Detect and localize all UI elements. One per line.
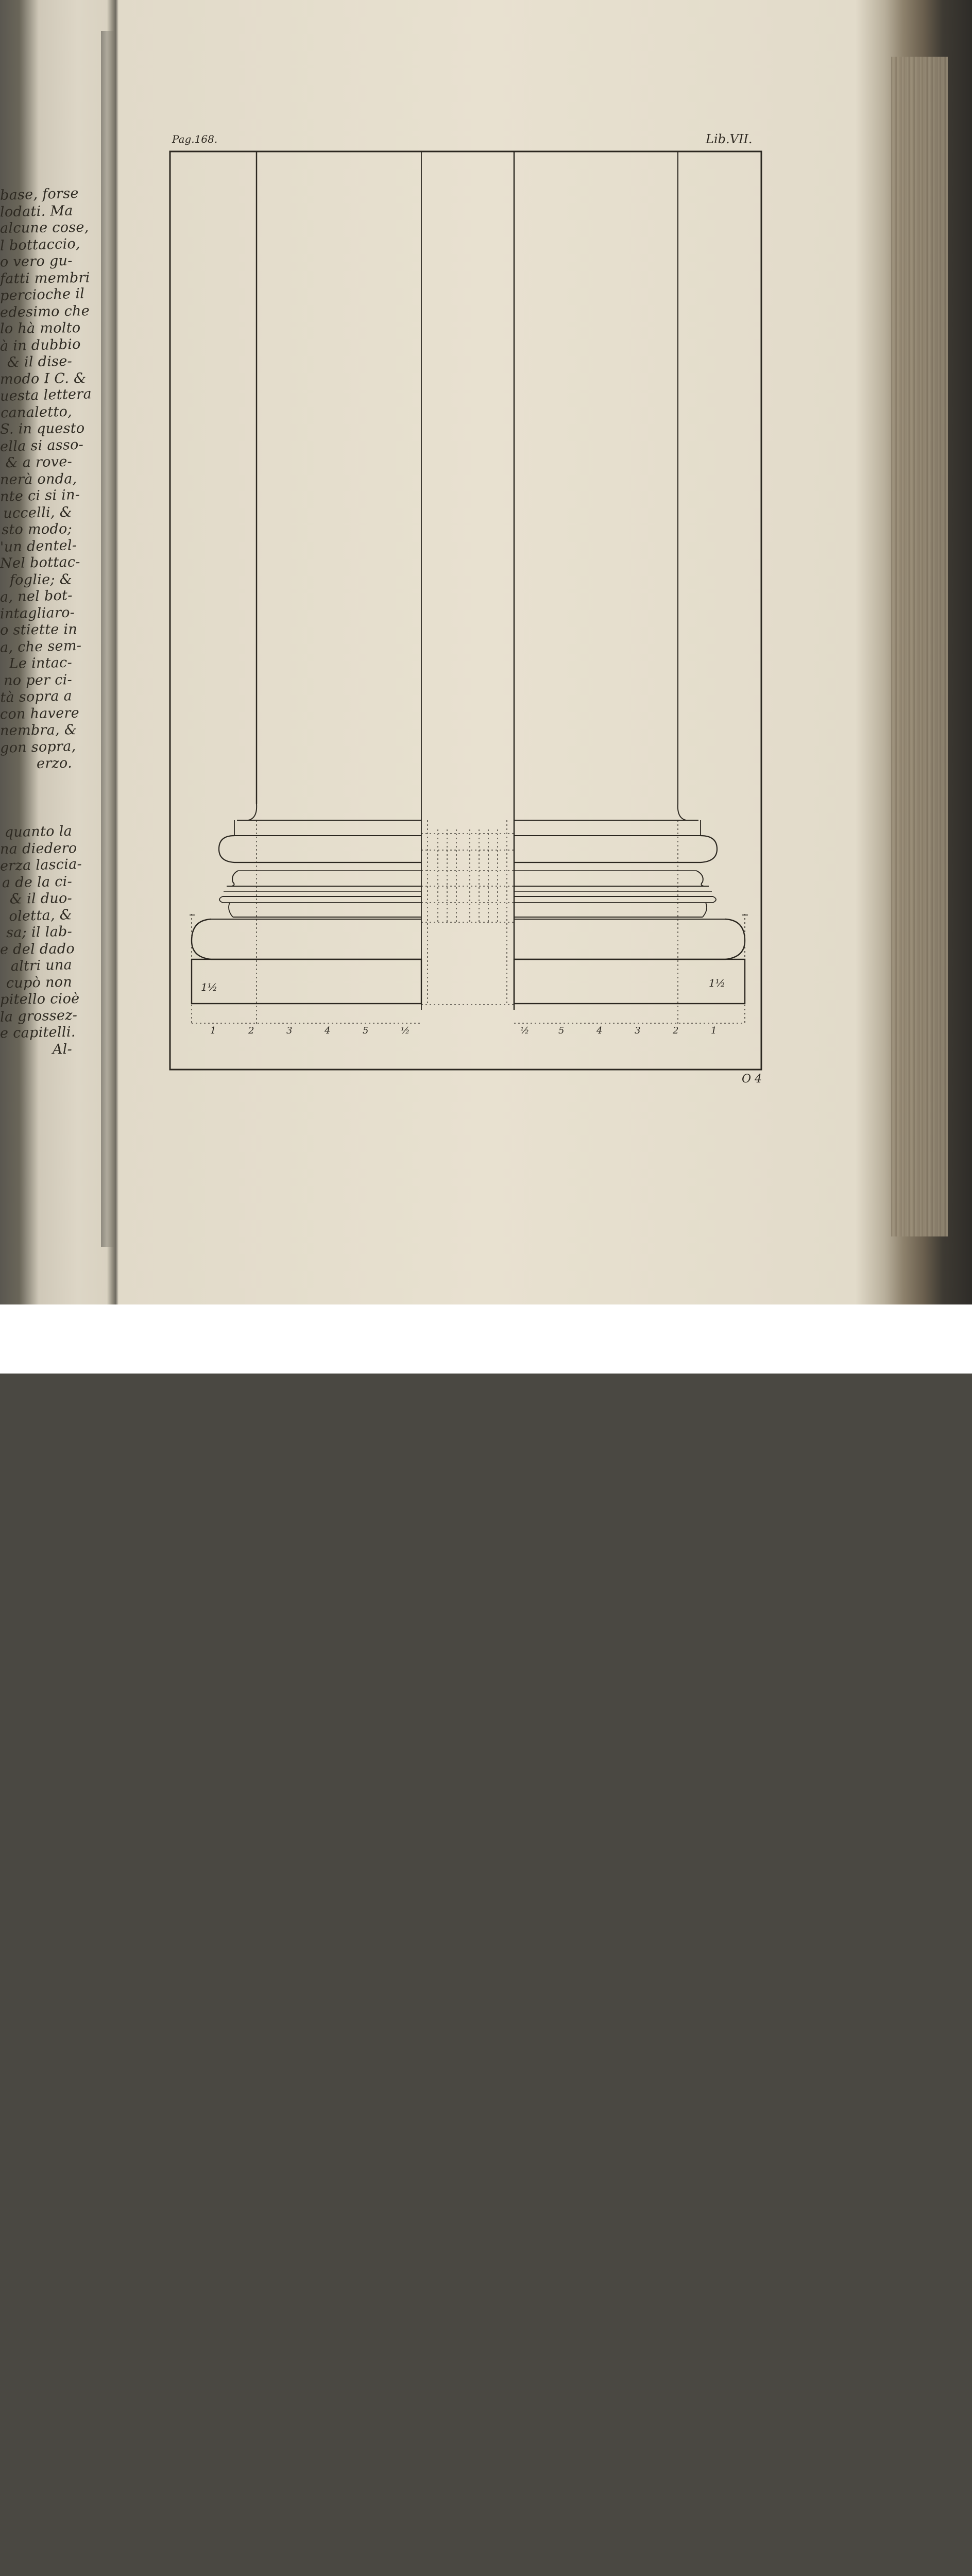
scale-right-tick-label: 2	[673, 1025, 679, 1036]
left-lower-torus	[192, 919, 421, 959]
scale-left-tick-label: 2	[248, 1025, 254, 1036]
scale-left-tick-label: ½	[401, 1025, 410, 1036]
scale-left-tick-label: 5	[363, 1025, 369, 1036]
left-page-line: con havere	[0, 704, 80, 722]
left-page-line: & a rove-	[5, 453, 73, 471]
right-apophyge	[678, 804, 686, 820]
left-page-line: a, che sem-	[0, 637, 82, 656]
left-upper-torus	[219, 836, 421, 862]
left-lower-scotia	[229, 903, 233, 917]
left-page-line: & il dise-	[7, 353, 73, 371]
left-page-line: altri una	[10, 957, 73, 975]
page-signature-mark: O 4	[742, 1073, 762, 1086]
left-scotia	[232, 871, 238, 886]
plate-frame	[170, 151, 761, 1070]
left-page-line: fatti membri	[0, 269, 90, 287]
left-page-line: alcune cose,	[0, 219, 89, 236]
page-header-left: Pag.168.	[172, 133, 218, 145]
left-page-line: & il duo-	[9, 890, 73, 907]
left-page-line: nte ci si in-	[0, 486, 80, 505]
left-page-line: canaletto,	[0, 403, 73, 421]
scale-left-tick-label: 1	[210, 1025, 216, 1036]
left-page-line: sto modo;	[2, 521, 73, 538]
scale-right-tick-label: 4	[596, 1025, 603, 1036]
left-page-line: o vero gu-	[0, 252, 73, 270]
left-page-line: tà sopra a	[0, 688, 73, 706]
left-page-line: percioche il	[0, 285, 85, 304]
left-page-line: la grossez-	[0, 1007, 78, 1025]
left-page-line: uesta lettera	[0, 386, 92, 404]
left-page-line: e del dado	[0, 940, 75, 958]
left-page-line: lo hà molto	[0, 319, 81, 337]
left-page-line: nembra, &	[0, 722, 77, 739]
left-page-line: na diedero	[0, 840, 77, 857]
left-page-line: à in dubbio	[0, 336, 81, 354]
fraction-label-left: 1½	[201, 981, 218, 993]
left-page-line: no per ci-	[3, 671, 73, 689]
scale-right-tick-label: 1	[711, 1025, 717, 1036]
right-lower-scotia	[703, 903, 707, 917]
page-header-right: Lib.VII.	[706, 132, 753, 146]
left-page-line: modo I C. &	[0, 370, 87, 387]
scale-right-tick-label: 3	[635, 1025, 641, 1036]
left-page-line: base, forse	[0, 185, 79, 204]
left-page-line: edesimo che	[0, 302, 90, 320]
right-lower-torus	[514, 919, 745, 959]
scale-left-tick-label: 4	[325, 1025, 331, 1036]
left-page-line: uccelli, &	[3, 504, 73, 521]
left-page-line: l bottaccio,	[0, 235, 81, 254]
left-page-line: o stiette in	[0, 621, 78, 638]
left-page-line: erza lascia-	[0, 856, 82, 874]
left-page-line: cupò non	[6, 974, 73, 991]
left-page-line: a, nel bot-	[0, 587, 73, 605]
fraction-label-right: 1½	[709, 977, 726, 989]
left-page-line: erzo.	[36, 755, 73, 772]
left-page-line: gon sopra,	[0, 738, 76, 756]
left-page-line: 'un dentel-	[0, 537, 77, 555]
left-page-line: oletta, &	[9, 906, 73, 924]
left-page-line: e capitelli.	[0, 1024, 76, 1042]
left-page-line: foglie; &	[9, 571, 73, 588]
left-page-line: quanto la	[4, 823, 73, 841]
left-apophyge	[248, 804, 257, 820]
left-page-line: Al-	[52, 1041, 73, 1058]
scale-right-tick-label: 5	[558, 1025, 565, 1036]
left-page-line: pitello cioè	[0, 990, 80, 1008]
left-page-line: lodati. Ma	[0, 202, 73, 220]
footer-bar	[0, 1304, 972, 1374]
left-plinth	[192, 959, 421, 1004]
right-scotia	[696, 871, 704, 886]
left-page-line: intagliaro-	[0, 604, 75, 622]
scale-right-tick-label: ½	[520, 1025, 530, 1036]
left-page-line: Nel bottac-	[0, 554, 80, 572]
left-page-line: ella si asso-	[0, 436, 84, 455]
left-page-line: nerà onda,	[0, 470, 77, 488]
left-page-line: Le intac-	[9, 654, 73, 672]
right-upper-torus	[514, 836, 717, 862]
left-page-line: sa; il lab-	[6, 923, 73, 941]
left-page-line: S. in questo	[0, 420, 85, 437]
left-page-line: a de la ci-	[2, 873, 73, 891]
scale-left-tick-label: 3	[286, 1025, 293, 1036]
